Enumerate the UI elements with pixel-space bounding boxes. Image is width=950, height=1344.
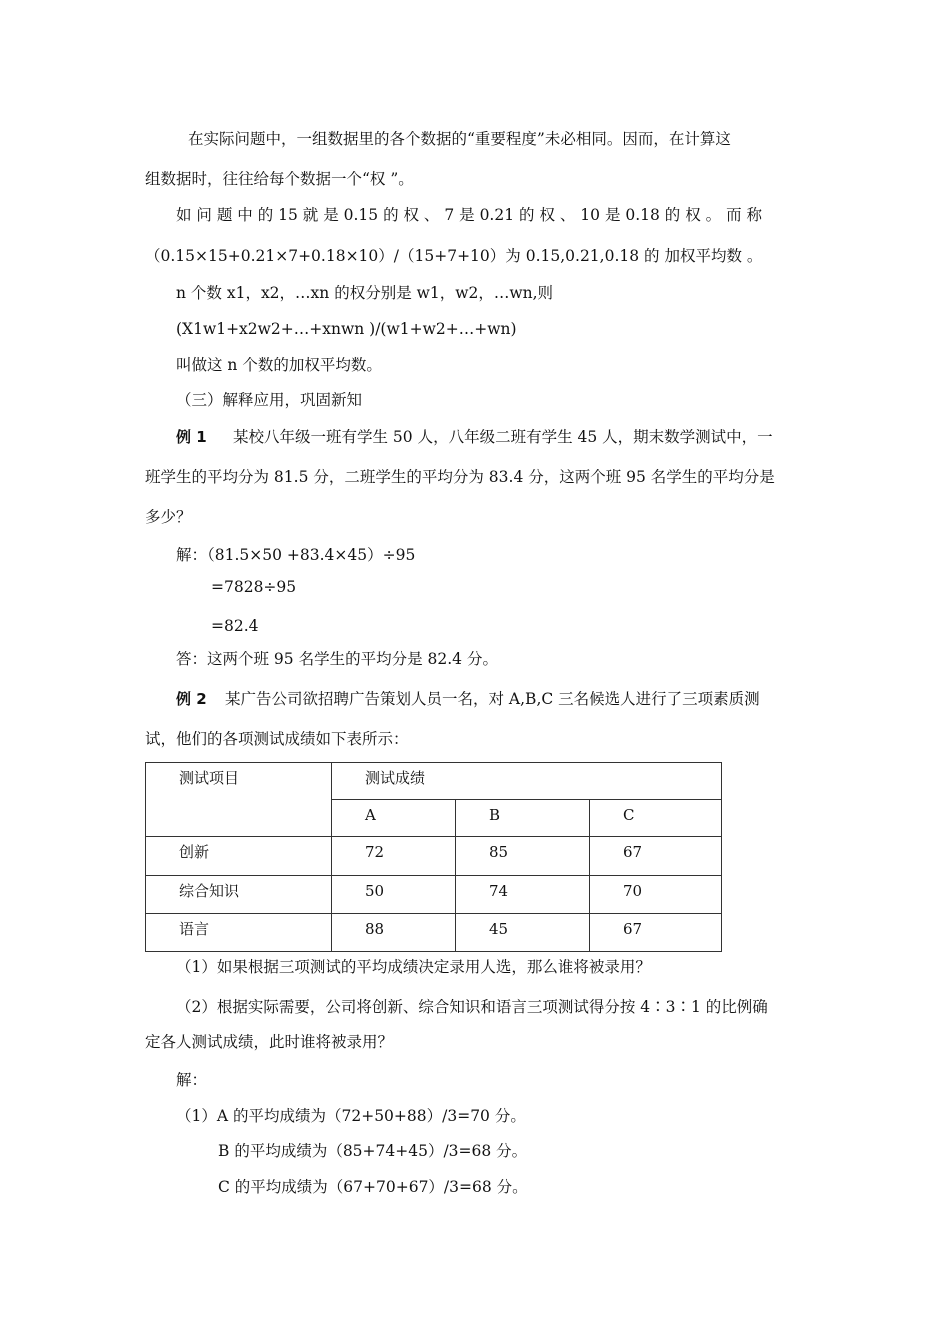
table-cell: 67: [590, 914, 722, 952]
paragraph-intro-line-1: 在实际问题中，一组数据里的各个数据的“重要程度”未必相同。因而，在计算这: [188, 130, 731, 148]
row-label: 创新: [146, 837, 332, 876]
table-cell: 85: [456, 837, 590, 876]
header-test-item: 测试项目: [146, 763, 332, 837]
solution-2-label: 解：: [176, 1071, 208, 1089]
table-cell: 50: [332, 876, 456, 914]
example-1-label: 例 1: [176, 428, 207, 446]
table-cell: 72: [332, 837, 456, 876]
question-1: （1）如果根据三项测试的平均成绩决定录用人选，那么谁将被录用？: [176, 958, 651, 976]
table-row: [146, 914, 722, 952]
weighted-average-definition: 叫做这 n 个数的加权平均数。: [176, 356, 382, 374]
example-2-line-1: 某广告公司欲招聘广告策划人员一名，对 A,B,C 三名候选人进行了三项素质测: [225, 690, 760, 708]
question-2-line-1: （2）根据实际需要，公司将创新、综合知识和语言三项测试得分按 4∶3∶1 的比例确: [176, 998, 768, 1016]
table-header-row: [146, 763, 722, 800]
scores-table: [145, 762, 722, 952]
question-2-line-2: 定各人测试成绩，此时谁将被录用？: [145, 1033, 394, 1051]
solution-1-step-2: =7828÷95: [211, 578, 297, 596]
solution-1-step-3: =82.4: [211, 617, 259, 635]
weights-definition: n 个数 x1，x2，…xn 的权分别是 w1，w2，…wn,则: [176, 284, 554, 302]
candidate-c-header: C: [590, 800, 722, 837]
table-cell: 88: [332, 914, 456, 952]
solution-1-answer: 答：这两个班 95 名学生的平均分是 82.4 分。: [176, 650, 498, 668]
table-cell: 67: [590, 837, 722, 876]
solution-2-candidate-a: （1）A 的平均成绩为（72+50+88）/3=70 分。: [176, 1107, 526, 1125]
row-label: 综合知识: [146, 876, 332, 914]
solution-2-candidate-b: B 的平均成绩为（85+74+45）/3=68 分。: [218, 1142, 528, 1160]
weighted-average-formula: (X1w1+x2w2+…+xnwn )/(w1+w2+…+wn): [176, 320, 517, 338]
example-1-line-3: 多少？: [145, 508, 192, 526]
table-row: [146, 876, 722, 914]
paragraph-example-line-2: （0.15×15+0.21×7+0.18×10）/（15+7+10）为 0.15,0.21,0.18 的 加权平均数 。: [145, 247, 763, 265]
table-cell: 70: [590, 876, 722, 914]
candidate-a-header: A: [332, 800, 456, 837]
solution-1-step-1: 解：（81.5×50 +83.4×45）÷95: [176, 546, 416, 564]
paragraph-intro-line-2: 组数据时，往往给每个数据一个“权 ”。: [145, 170, 414, 188]
table-cell: 74: [456, 876, 590, 914]
row-label: 语言: [146, 914, 332, 952]
example-1-line-2: 班学生的平均分为 81.5 分，二班学生的平均分为 83.4 分，这两个班 95 名学生的平均分是: [145, 468, 775, 486]
example-1-line-1: 某校八年级一班有学生 50 人，八年级二班有学生 45 人，期末数学测试中，一: [233, 428, 773, 446]
section-heading: （三）解释应用，巩固新知: [176, 391, 363, 409]
example-2-line-2: 试，他们的各项测试成绩如下表所示：: [145, 730, 409, 748]
header-test-scores: 测试成绩: [332, 763, 722, 800]
table-cell: 45: [456, 914, 590, 952]
candidate-b-header: B: [456, 800, 590, 837]
solution-2-candidate-c: C 的平均成绩为（67+70+67）/3=68 分。: [218, 1178, 528, 1196]
table-row: [146, 837, 722, 876]
paragraph-example-line-1: 如 问 题 中 的 15 就 是 0.15 的 权 、 7 是 0.21 的 权 、 10 是 0.18 的 权 。 而 称: [176, 206, 763, 224]
example-2-label: 例 2: [176, 690, 207, 708]
